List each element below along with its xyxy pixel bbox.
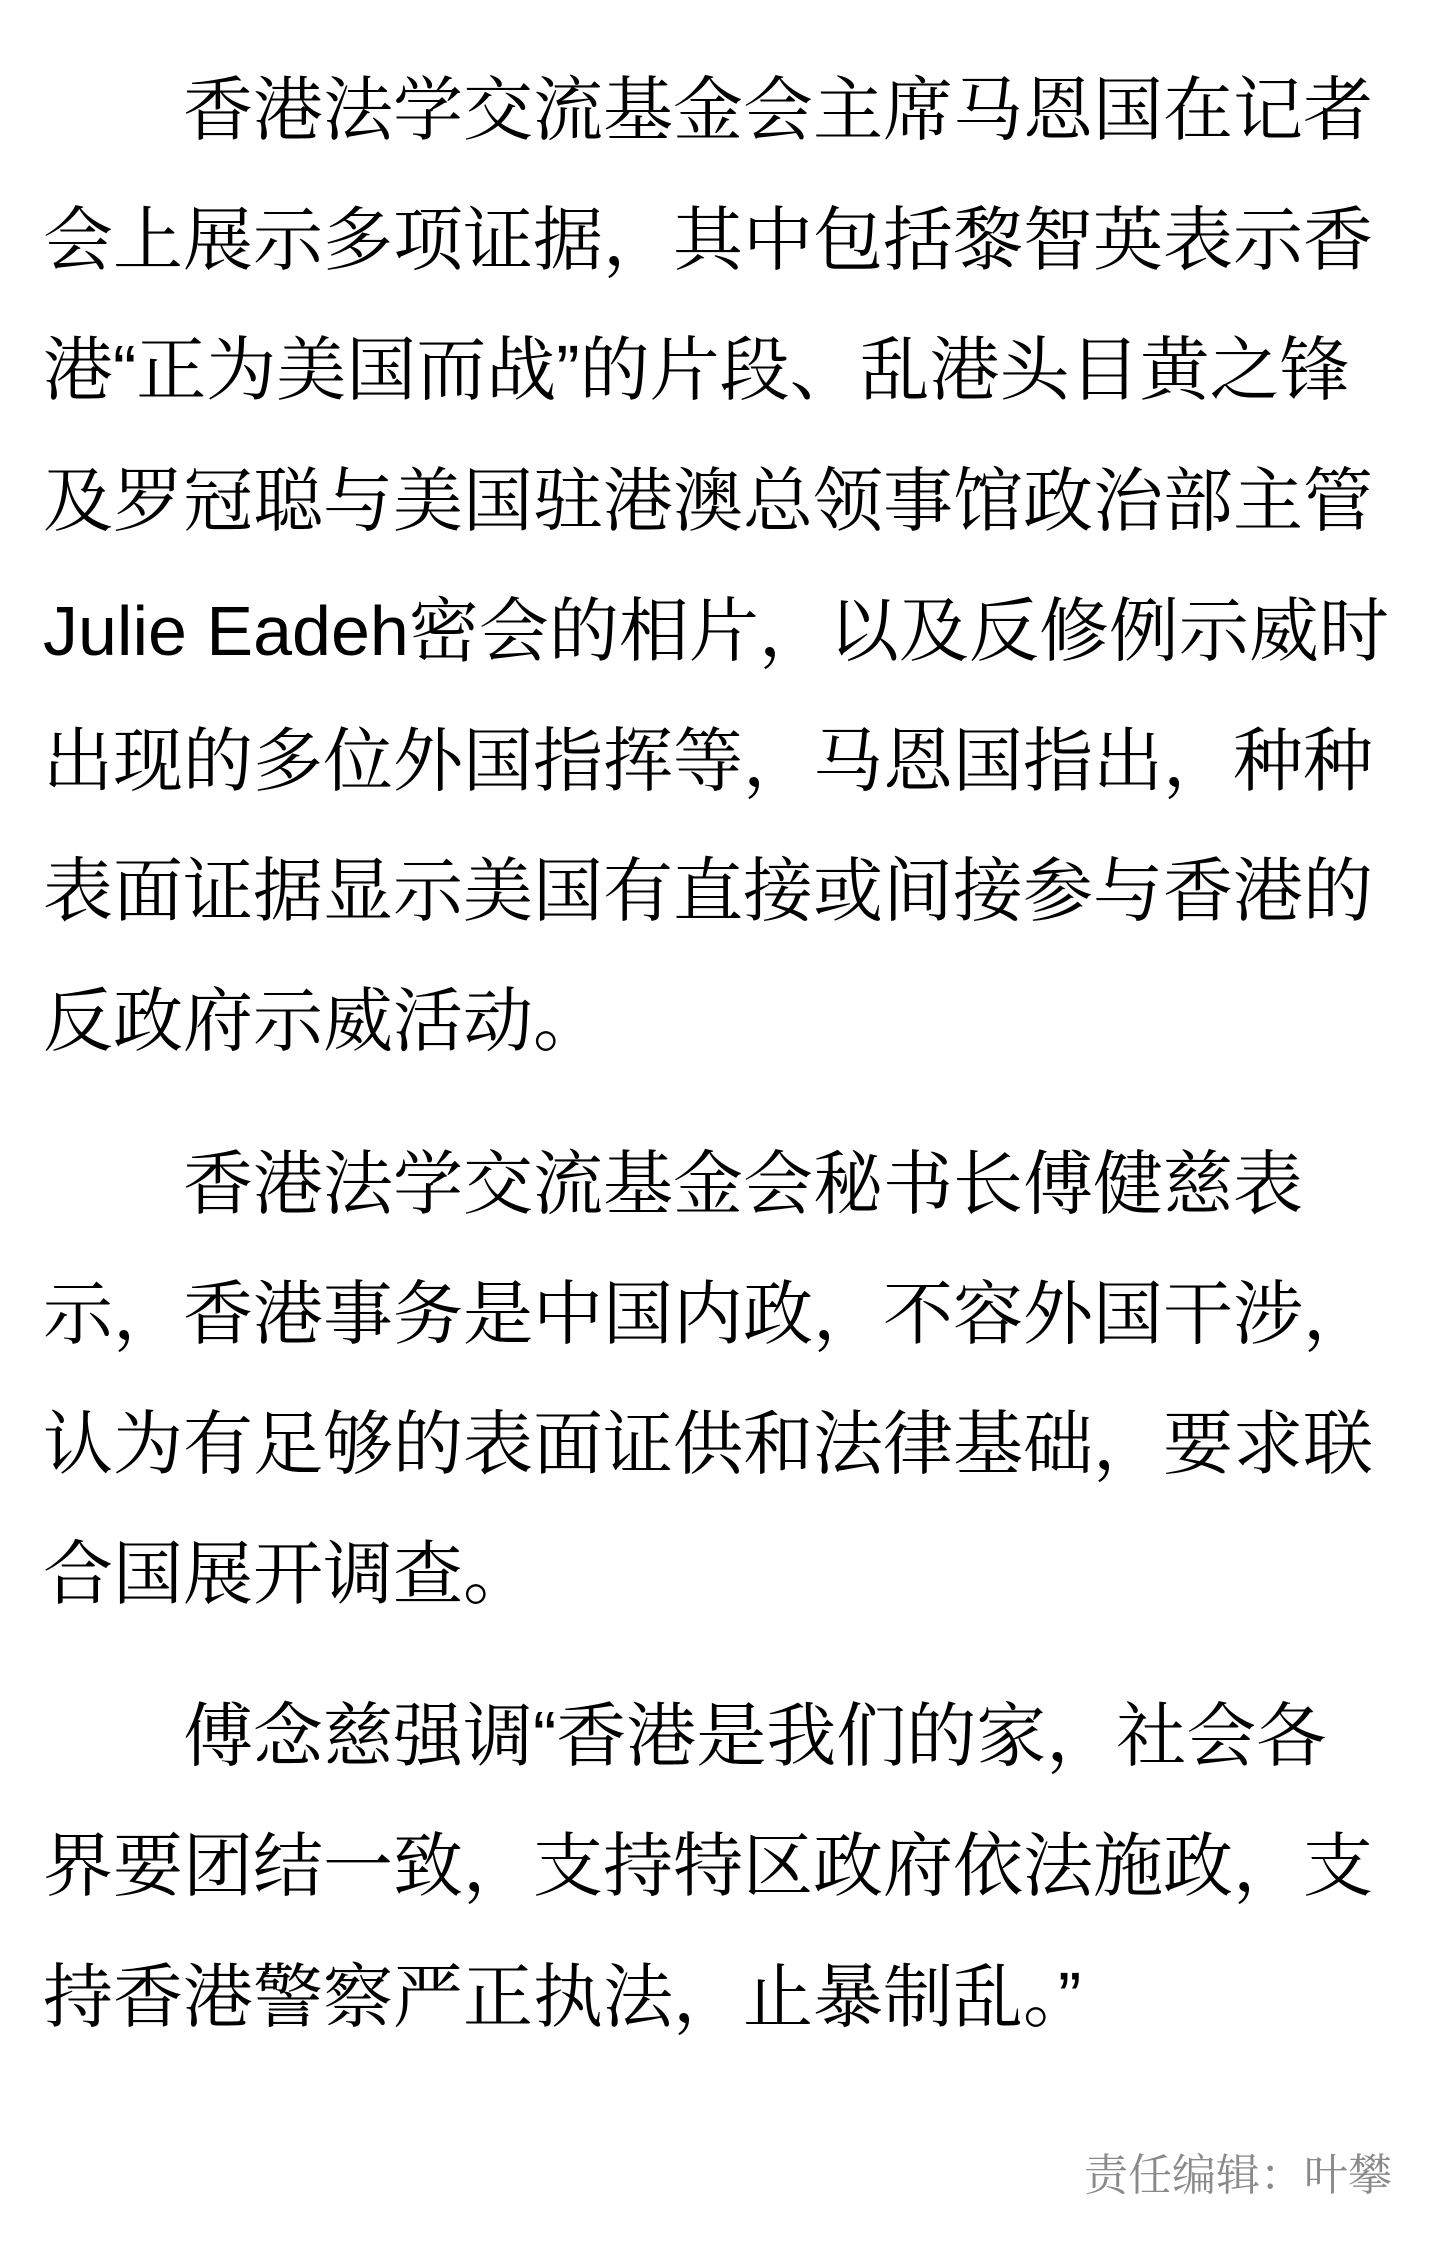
paragraph-quote-unity: 傅念慈强调“香港是我们的家，社会各界要团结一致，支持特区政府依法施政，支持香港警察严正执法，止暴制乱。”	[43, 1697, 1373, 2036]
paragraph-secretary-statement: 香港法学交流基金会秘书长傅健慈表示，香港事务是中国内政，不容外国干涉，认为有足够的表面证供和法律基础，要求联合国展开调查。	[43, 1144, 1373, 1614]
paragraph-evidence-presentation: 香港法学交流基金会主席马恩国在记者会上展示多项证据，其中包括黎智英表示香港“正为美国而战”的片段、乱港头目黄之锋及罗冠聪与美国驻港澳总领事馆政治部主管Julie Eadeh密会的相片，以及反修例示威时出现的多位外国指挥等，马恩国指出，种种表面证据显示美国有直接或间接参与香港的反政府示威活动。	[43, 71, 1389, 1061]
editor-credit: 责任编辑：叶攀	[1084, 2150, 1392, 2200]
